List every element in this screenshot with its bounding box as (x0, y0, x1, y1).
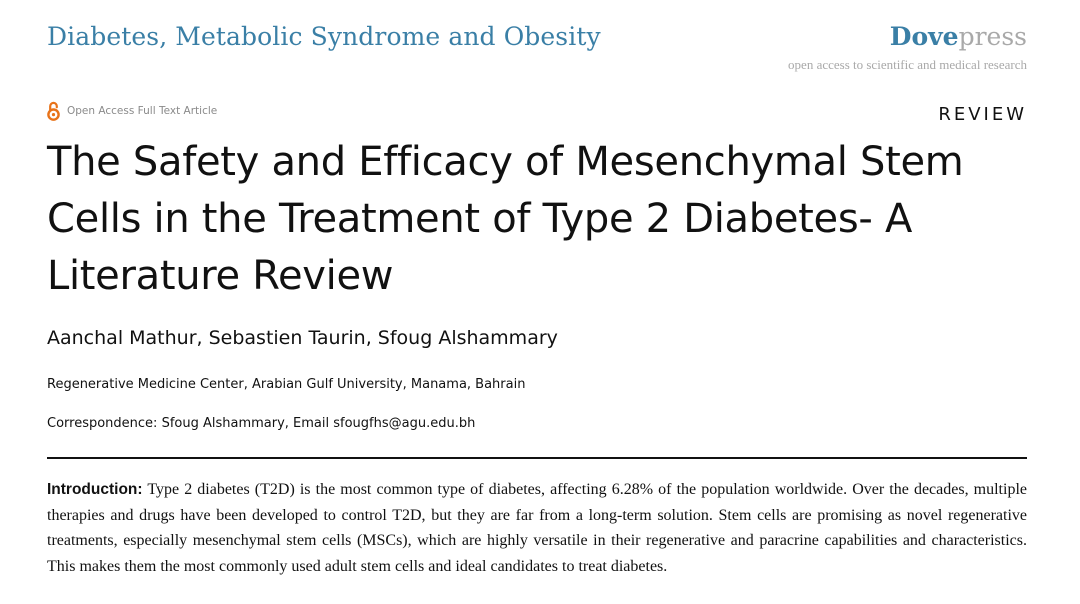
publisher-logo-primary: Dove (889, 22, 959, 51)
open-access-label: Open Access Full Text Article (67, 105, 218, 117)
publisher-tagline: open access to scientific and medical research (788, 57, 1027, 72)
publisher-block (788, 22, 1027, 73)
section-divider (47, 457, 1027, 459)
abstract-intro-label: Introduction: (47, 481, 143, 498)
open-access-badge (47, 101, 217, 121)
article-type-label: REVIEW (938, 104, 1027, 125)
affiliation: Regenerative Medicine Center, Arabian Gulf University, Manama, Bahrain (47, 377, 526, 392)
open-access-lock-icon (47, 101, 60, 121)
abstract-intro-text: Type 2 diabetes (T2D) is the most common type of diabetes, affecting 6.28% of the population worldwide. Over the decades, multiple therapies and drugs have been developed to control T2D, but they are far from a long-term solution. Stem cells are promising as novel regenerative treatments, especially mesenchymal stem cells (MSCs), which are highly versatile in their regenerative and paracrine capabilities and characteristics. This makes them the most commonly used adult stem cells and ideal candidates to treat diabetes. (47, 481, 1027, 575)
article-title: The Safety and Efficacy of Mesenchymal Stem Cells in the Treatment of Type 2 Diabetes- A Literature Review (47, 139, 964, 299)
journal-title: Diabetes, Metabolic Syndrome and Obesity (47, 22, 601, 51)
publisher-logo[interactable] (788, 22, 1027, 51)
publisher-logo-secondary: press (958, 22, 1027, 51)
abstract-introduction (47, 477, 1027, 579)
correspondence: Correspondence: Sfoug Alshammary, Email sfougfhs@agu.edu.bh (47, 416, 476, 431)
author-list: Aanchal Mathur, Sebastien Taurin, Sfoug Alshammary (47, 327, 558, 349)
